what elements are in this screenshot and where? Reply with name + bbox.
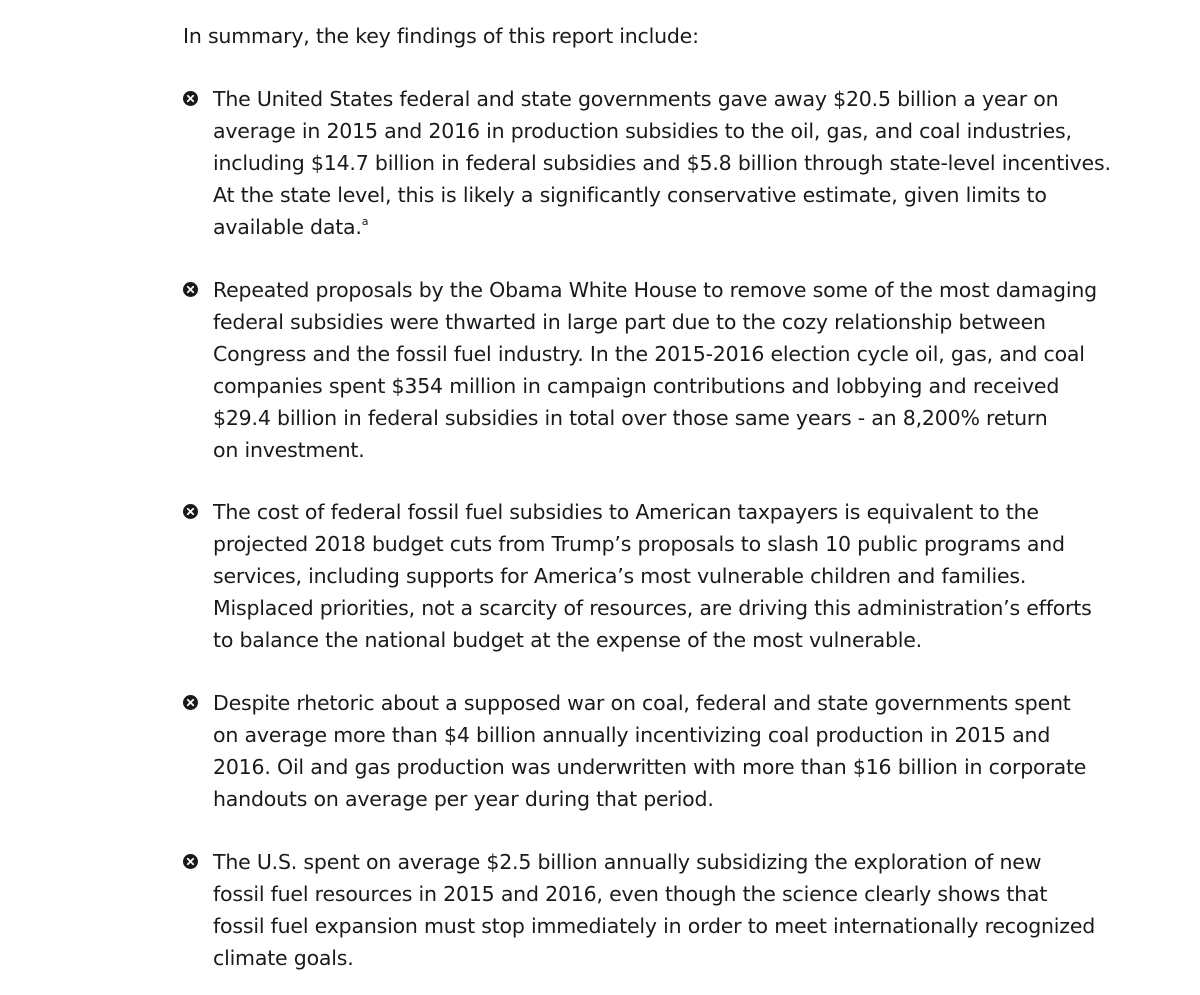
text-line: At the state level, this is likely a significantly conservative estimate, given limits to bbox=[213, 183, 1047, 207]
text-line: Misplaced priorities, not a scarcity of resources, are driving this administration’s efforts bbox=[213, 596, 1092, 620]
finding-text bbox=[213, 496, 1092, 656]
text-line: 2016. Oil and gas production was underwritten with more than $16 billion in corporate bbox=[213, 755, 1087, 779]
finding-text bbox=[213, 687, 1086, 815]
text-line: average in 2015 and 2016 in production subsidies to the oil, gas, and coal industries, bbox=[213, 119, 1072, 143]
text-line: fossil fuel resources in 2015 and 2016, even though the science clearly shows that bbox=[213, 882, 1048, 906]
intro-text: In summary, the key findings of this report include: bbox=[183, 24, 699, 48]
text-line: projected 2018 budget cuts from Trump’s proposals to slash 10 public programs and bbox=[213, 532, 1065, 556]
bullet-x-icon bbox=[183, 504, 198, 519]
bullet-x-icon bbox=[183, 282, 198, 297]
text-line: handouts on average per year during that period. bbox=[213, 787, 714, 811]
finding-text bbox=[213, 83, 1111, 243]
text-line: on investment. bbox=[213, 438, 365, 462]
text-line: Despite rhetoric about a supposed war on coal, federal and state governments spent bbox=[213, 691, 1071, 715]
text-line: federal subsidies were thwarted in large part due to the cozy relationship between bbox=[213, 310, 1046, 334]
text-line-text: available data. bbox=[213, 215, 362, 239]
text-line: companies spent $354 million in campaign contributions and lobbying and received bbox=[213, 374, 1060, 398]
text-line: The U.S. spent on average $2.5 billion annually subsidizing the exploration of new bbox=[213, 850, 1042, 874]
text-line: The United States federal and state governments gave away $20.5 billion a year on bbox=[213, 87, 1059, 111]
text-line: Repeated proposals by the Obama White House to remove some of the most damaging bbox=[213, 278, 1097, 302]
bullet-x-icon bbox=[183, 854, 198, 869]
finding-text bbox=[213, 846, 1095, 974]
bullet-x-icon bbox=[183, 695, 198, 710]
text-line: fossil fuel expansion must stop immediately in order to meet internationally recognized bbox=[213, 914, 1096, 938]
text-line: on average more than $4 billion annually incentivizing coal production in 2015 and bbox=[213, 723, 1051, 747]
text-line: $29.4 billion in federal subsidies in total over those same years - an 8,200% return bbox=[213, 406, 1048, 430]
footnote-marker: a bbox=[361, 215, 369, 228]
text-line: climate goals. bbox=[213, 946, 354, 970]
text-line: services, including supports for America’s most vulnerable children and families. bbox=[213, 564, 1027, 588]
text-line-with-footnote bbox=[213, 211, 1111, 243]
text-line: to balance the national budget at the expense of the most vulnerable. bbox=[213, 628, 922, 652]
finding-text bbox=[213, 274, 1097, 466]
text-line: The cost of federal fossil fuel subsidies to American taxpayers is equivalent to the bbox=[213, 500, 1039, 524]
text-line: Congress and the fossil fuel industry. In the 2015-2016 election cycle oil, gas, and coal bbox=[213, 342, 1085, 366]
text-line: including $14.7 billion in federal subsidies and $5.8 billion through state-level incentives. bbox=[213, 151, 1111, 175]
bullet-x-icon bbox=[183, 91, 198, 106]
